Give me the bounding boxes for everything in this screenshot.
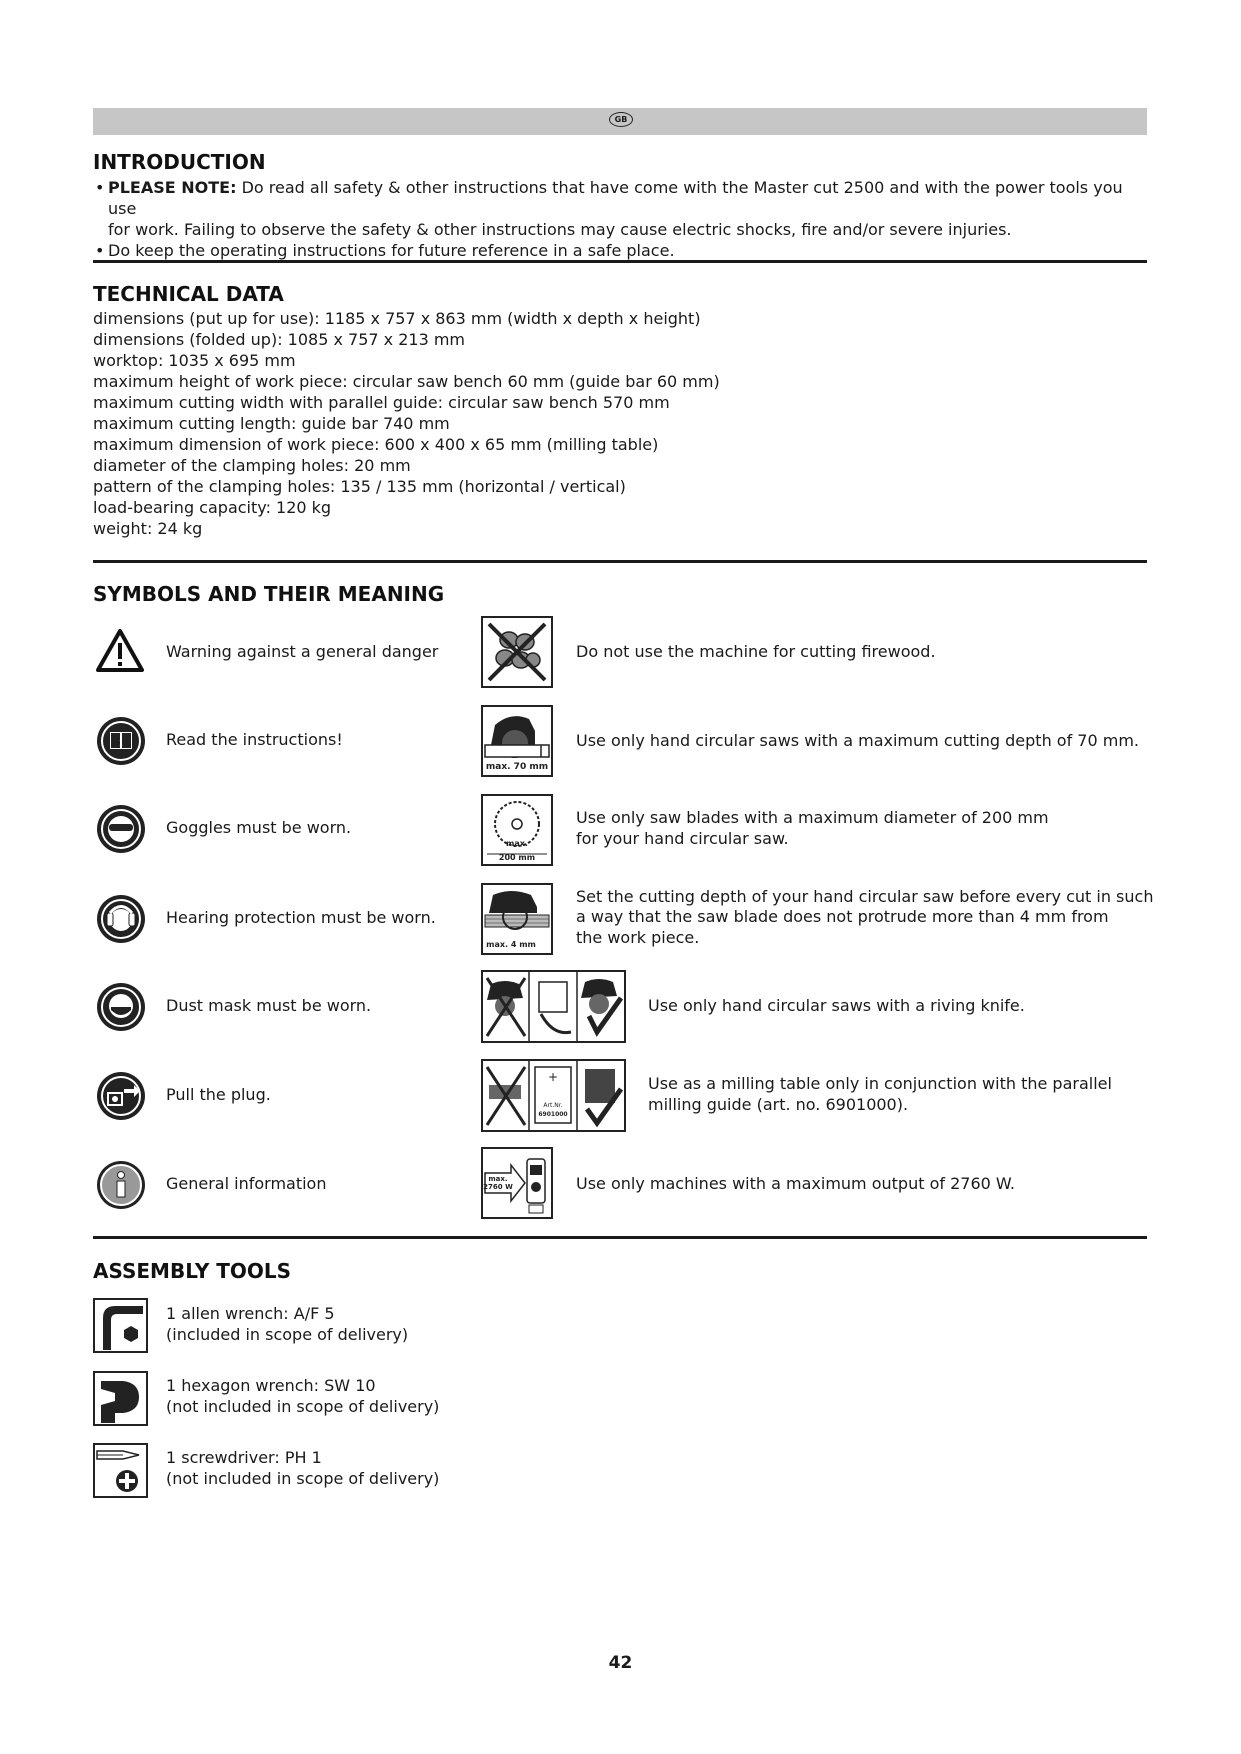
tech-line: pattern of the clamping holes: 135 / 135 mm (horizontal / vertical) [93,477,626,496]
allen-wrench-icon [93,1298,148,1353]
symbol-description: Do not use the machine for cutting firewood. [576,642,936,661]
icon-caption: max. 70 mm [485,762,549,772]
tech-line: maximum height of work piece: circular saw bench 60 mm (guide bar 60 mm) [93,372,720,391]
svg-text:i: i [119,738,123,749]
goggles-icon [96,804,146,854]
no-firewood-icon [481,616,553,688]
intro-bullet-2: • Do keep the operating instructions for future reference in a safe place. [93,240,1153,261]
symbol-label: Goggles must be worn. [166,818,352,837]
divider [93,260,1147,263]
icon-caption: max. 4 mm [486,940,536,949]
symbol-label: Pull the plug. [166,1085,271,1104]
icon-caption: max. [506,839,528,848]
tool-delivery-note: (not included in scope of delivery) [166,1397,440,1416]
pull-plug-icon [96,1071,146,1121]
tech-line: load-bearing capacity: 120 kg [93,498,332,517]
icon-caption: 200 mm [498,853,536,862]
note-text-2: for work. Failing to observe the safety & other instructions may cause electric shocks, fire and/or severe injuries. [108,220,1012,239]
symbol-description: Use only machines with a maximum output of 2760 W. [576,1174,1015,1193]
symbol-description: Use as a milling table only in conjunction with the parallel [648,1074,1112,1093]
assembly-tools-title: ASSEMBLY TOOLS [93,1259,292,1283]
note-text: Do read all safety & other instructions that have come with the Master cut 2500 and with the power tools you use [108,178,1123,218]
symbol-label: General information [166,1174,327,1193]
symbols-title: SYMBOLS AND THEIR MEANING [93,582,445,606]
blade-protrusion-icon [481,883,553,955]
max-cut-depth-icon [481,705,553,777]
tech-line: diameter of the clamping holes: 20 mm [93,456,411,475]
icon-caption: max. [488,1175,508,1183]
tool-name: 1 allen wrench: A/F 5 [166,1304,335,1323]
symbol-description: Use only hand circular saws with a maximum cutting depth of 70 mm. [576,731,1140,750]
divider [93,560,1147,563]
divider [93,1236,1147,1239]
hexagon-wrench-icon [93,1371,148,1426]
icon-caption: 6901000 [538,1111,568,1118]
tool-name: 1 hexagon wrench: SW 10 [166,1376,376,1395]
max-blade-diameter-icon [481,794,553,866]
language-badge: GB [609,112,633,127]
warning-triangle-icon [96,628,144,672]
tech-line: dimensions (folded up): 1085 x 757 x 213 mm [93,330,466,349]
symbol-label: Hearing protection must be worn. [166,908,436,927]
tech-line: maximum dimension of work piece: 600 x 400 x 65 mm (milling table) [93,435,659,454]
read-instructions-icon [96,716,146,766]
symbol-label: Read the instructions! [166,730,343,749]
symbol-description: for your hand circular saw. [576,829,789,848]
tool-delivery-note: (included in scope of delivery) [166,1325,409,1344]
introduction-list [93,177,1153,261]
riving-knife-icon [481,970,626,1043]
page-number: 42 [608,1653,633,1673]
tool-delivery-note: (not included in scope of delivery) [166,1469,440,1488]
screwdriver-icon [93,1443,148,1498]
tool-name: 1 screwdriver: PH 1 [166,1448,322,1467]
symbol-label: Warning against a general danger [166,642,439,661]
technical-data-title: TECHNICAL DATA [93,282,284,306]
max-output-icon [481,1147,553,1219]
tech-line: maximum cutting length: guide bar 740 mm [93,414,450,433]
symbol-description: Set the cutting depth of your hand circular saw before every cut in such [576,887,1154,906]
intro-note [93,177,1153,240]
symbol-description: Use only hand circular saws with a riving knife. [648,996,1025,1015]
tech-line: dimensions (put up for use): 1185 x 757 x 863 mm (width x depth x height) [93,309,701,328]
tech-line: maximum cutting width with parallel guide: circular saw bench 570 mm [93,393,670,412]
information-icon [96,1160,146,1210]
icon-caption: Art.Nr. [543,1102,563,1109]
milling-guide-icon [481,1059,626,1132]
hearing-protection-icon [96,894,146,944]
note-label: PLEASE NOTE: [108,178,237,197]
svg-text:+: + [547,1070,559,1084]
tech-line: worktop: 1035 x 695 mm [93,351,296,370]
tech-line: weight: 24 kg [93,519,203,538]
icon-caption: 2760 W [483,1183,513,1191]
dust-mask-icon [96,982,146,1032]
symbol-label: Dust mask must be worn. [166,996,372,1015]
symbol-description: milling guide (art. no. 6901000). [648,1095,909,1114]
introduction-title: INTRODUCTION [93,150,266,174]
symbol-description: a way that the saw blade does not protrude more than 4 mm from [576,907,1109,926]
symbol-description: Use only saw blades with a maximum diameter of 200 mm [576,808,1049,827]
symbol-description: the work piece. [576,928,700,947]
technical-data-list [93,308,993,539]
